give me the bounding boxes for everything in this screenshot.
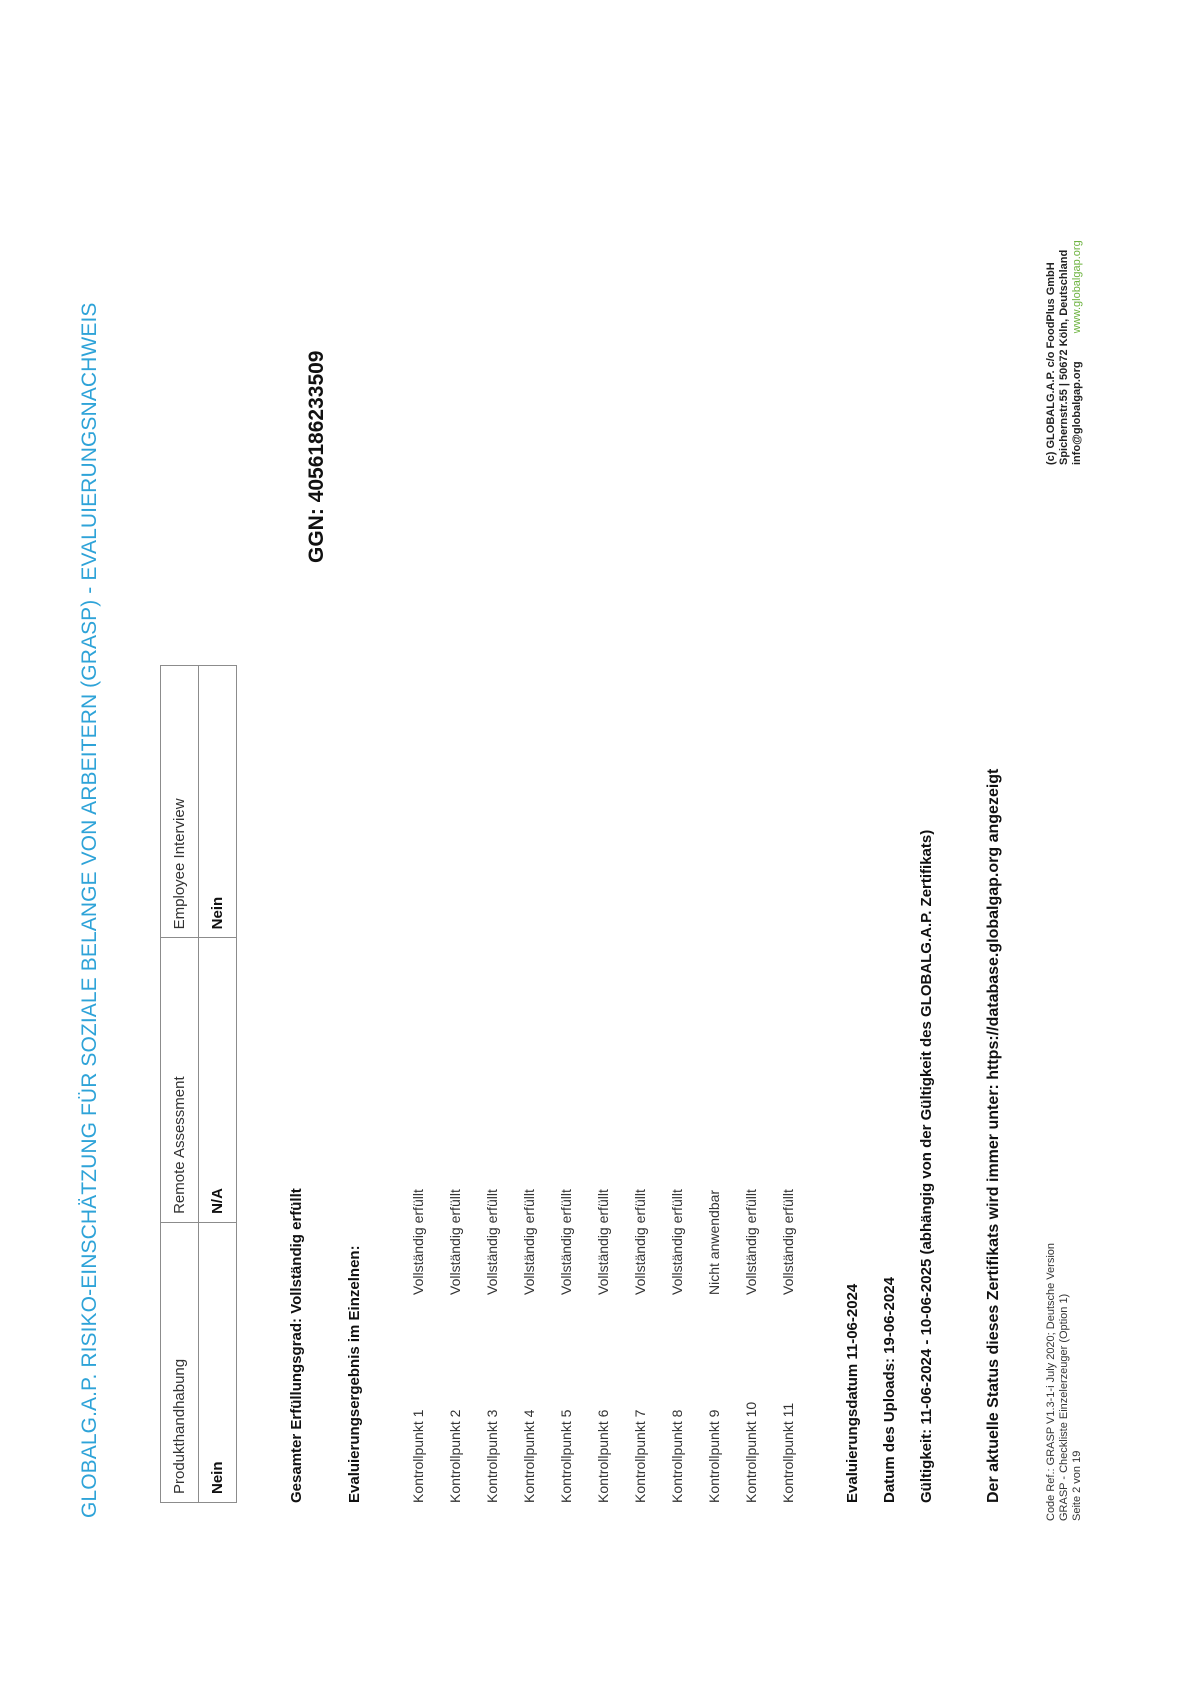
company-email: info@globalgap.org bbox=[1071, 361, 1083, 465]
status-note: Der aktuelle Status dieses Zertifikats wird immer unter: https://database.globalgap.org angezeigt bbox=[985, 768, 1002, 1503]
footer-line-page: Seite 2 von 19 bbox=[1071, 1450, 1083, 1521]
document-title: GLOBALG.A.P. RISIKO-EINSCHÄTZUNG FÜR SOZIALE BELANGE VON ARBEITERN (GRASP) - EVALUIERUNGSNACHWEIS bbox=[78, 302, 101, 1518]
kp-label: Kontrollpunkt 10 bbox=[743, 1401, 759, 1503]
kp-label: Kontrollpunkt 9 bbox=[706, 1409, 722, 1503]
company-name: (c) GLOBALG.A.P. c/o FoodPlus GmbH bbox=[1045, 262, 1057, 465]
header-remote-assessment: Remote Assessment bbox=[161, 938, 199, 1223]
kp-label: Kontrollpunkt 2 bbox=[447, 1409, 463, 1503]
kp-value: Vollständig erfüllt bbox=[780, 1189, 796, 1295]
table-value-row bbox=[199, 666, 237, 1503]
product-handling-table bbox=[160, 665, 237, 1503]
company-address: Spichernstr.55 | 50672 Köln, Deutschland bbox=[1058, 249, 1070, 465]
footer-line-checklist: GRASP - Checkliste Einzelerzeuger (Option 1) bbox=[1058, 1293, 1070, 1521]
kp-value: Vollständig erfüllt bbox=[447, 1189, 463, 1295]
kp-value: Vollständig erfüllt bbox=[410, 1189, 426, 1295]
overall-compliance: Gesamter Erfüllungsgrad: Vollständig erfüllt bbox=[288, 1188, 305, 1503]
kp-label: Kontrollpunkt 4 bbox=[521, 1409, 537, 1503]
kp-label: Kontrollpunkt 5 bbox=[558, 1409, 574, 1503]
ggn-number: GGN: 4056186233509 bbox=[305, 350, 328, 563]
kp-value: Vollständig erfüllt bbox=[743, 1189, 759, 1295]
value-produkthandhabung: Nein bbox=[199, 1222, 237, 1502]
kp-label: Kontrollpunkt 7 bbox=[632, 1409, 648, 1503]
company-contact bbox=[1071, 240, 1084, 465]
kp-value: Nicht anwendbar bbox=[706, 1189, 722, 1295]
kp-value: Vollständig erfüllt bbox=[669, 1189, 685, 1295]
kp-label: Kontrollpunkt 11 bbox=[780, 1402, 796, 1503]
kp-value: Vollständig erfüllt bbox=[632, 1189, 648, 1295]
details-heading: Evaluierungsergebnis im Einzelnen: bbox=[346, 1245, 363, 1503]
kp-label: Kontrollpunkt 3 bbox=[484, 1409, 500, 1503]
footer-line-code: Code Ref.: GRASP V1.3-1-i July 2020; Deutsche Version bbox=[1045, 1243, 1057, 1521]
kp-value: Vollständig erfüllt bbox=[521, 1189, 537, 1295]
validity: Gültigkeit: 11-06-2024 - 10-06-2025 (abhängig von der Gültigkeit des GLOBALG.A.P. Zertifikats) bbox=[918, 829, 935, 1503]
kp-value: Vollständig erfüllt bbox=[558, 1189, 574, 1295]
company-info bbox=[1045, 240, 1084, 465]
kp-label: Kontrollpunkt 1 bbox=[410, 1409, 426, 1503]
header-produkthandhabung: Produkthandhabung bbox=[161, 1222, 199, 1502]
value-employee-interview: Nein bbox=[199, 666, 237, 938]
company-website: www.globalgap.org bbox=[1071, 240, 1083, 334]
upload-date: Datum des Uploads: 19-06-2024 bbox=[881, 1277, 898, 1503]
footer-reference bbox=[1045, 1243, 1084, 1521]
kp-label: Kontrollpunkt 8 bbox=[669, 1409, 685, 1503]
kp-label: Kontrollpunkt 6 bbox=[595, 1409, 611, 1503]
evaluation-date: Evaluierungsdatum 11-06-2024 bbox=[844, 1283, 861, 1503]
kp-value: Vollständig erfüllt bbox=[595, 1189, 611, 1295]
kp-value: Vollständig erfüllt bbox=[484, 1189, 500, 1295]
table-header-row bbox=[161, 666, 199, 1503]
value-remote-assessment: N/A bbox=[199, 938, 237, 1223]
header-employee-interview: Employee Interview bbox=[161, 666, 199, 938]
